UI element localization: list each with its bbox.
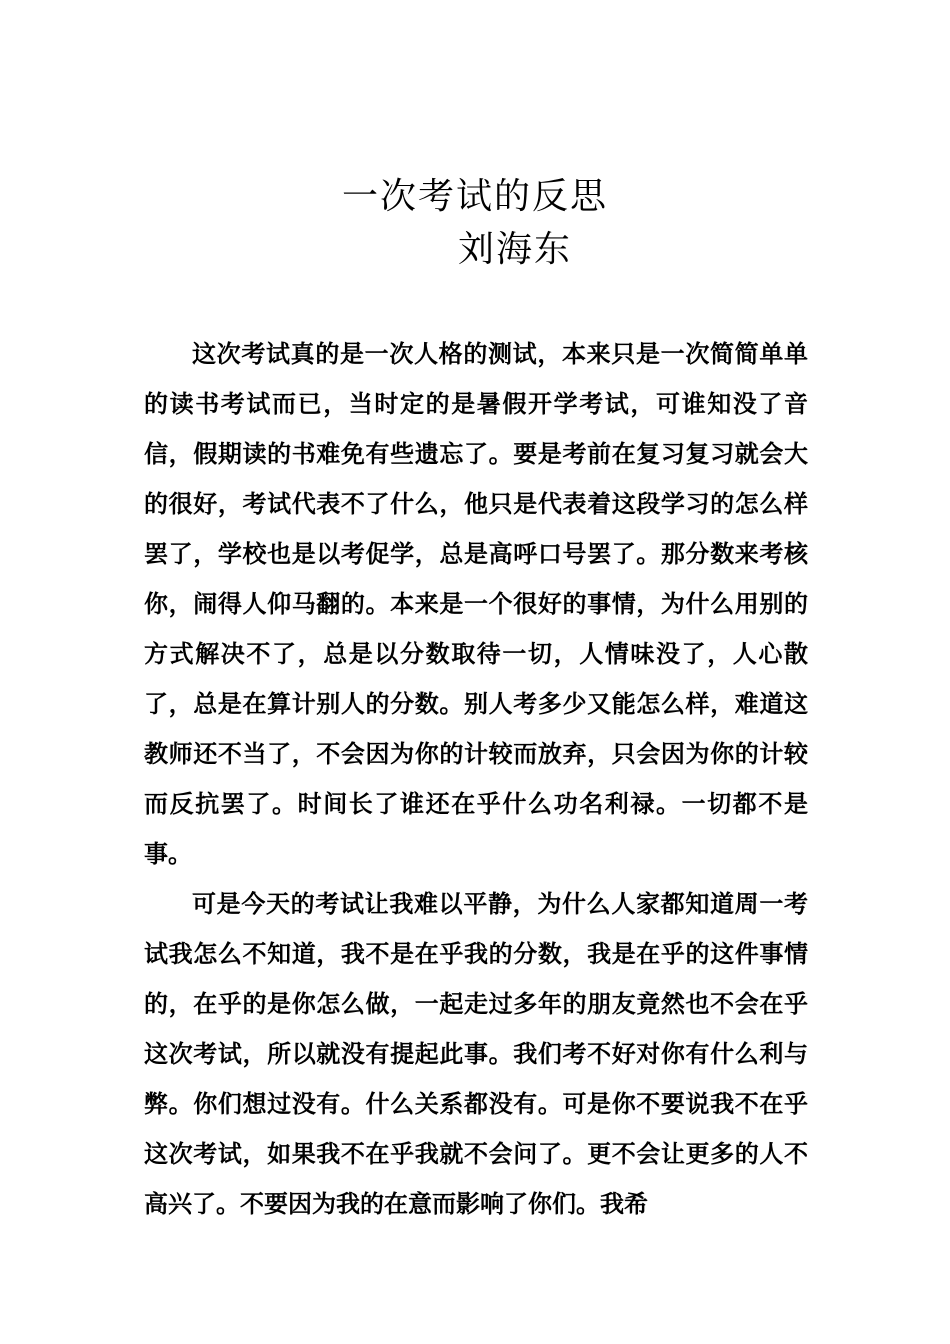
document-body [144, 329, 808, 1229]
paragraph-2: 可是今天的考试让我难以平静，为什么人家都知道周一考试我怎么不知道，我不是在乎我的分数，我是在乎的这件事情的，在乎的是你怎么做，一起走过多年的朋友竟然也不会在乎这次考试，所以就没有提起此事。我们考不好对你有什么利与弊。你们想过没有。什么关系都没有。可是你不要说我不在乎这次考试，如果我不在乎我就不会问了。更不会让更多的人不高兴了。不要因为我的在意而影响了你们。我希 [144, 889, 808, 1218]
document-author: 刘海东 [458, 229, 573, 270]
paragraph-1: 这次考试真的是一次人格的测试，本来只是一次简简单单的读书考试而已，当时定的是暑假开学考试，可谁知没了音信，假期读的书难免有些遗忘了。要是考前在复习复习就会大的很好，考试代表不了什么，他只是代表着这段学习的怎么样罢了，学校也是以考促学，总是高呼口号罢了。那分数来考核你，闹得人仰马翻的。本来是一个很好的事情，为什么用别的方式解决不了，总是以分数取待一切，人情味没了，人心散了，总是在算计别人的分数。别人考多少又能怎么样，难道这教师还不当了，不会因为你的计较而放弃，只会因为你的计较而反抗罢了。时间长了谁还在乎什么功名利禄。一切都不是事。 [144, 339, 808, 868]
document-title: 一次考试的反思 [341, 176, 608, 217]
